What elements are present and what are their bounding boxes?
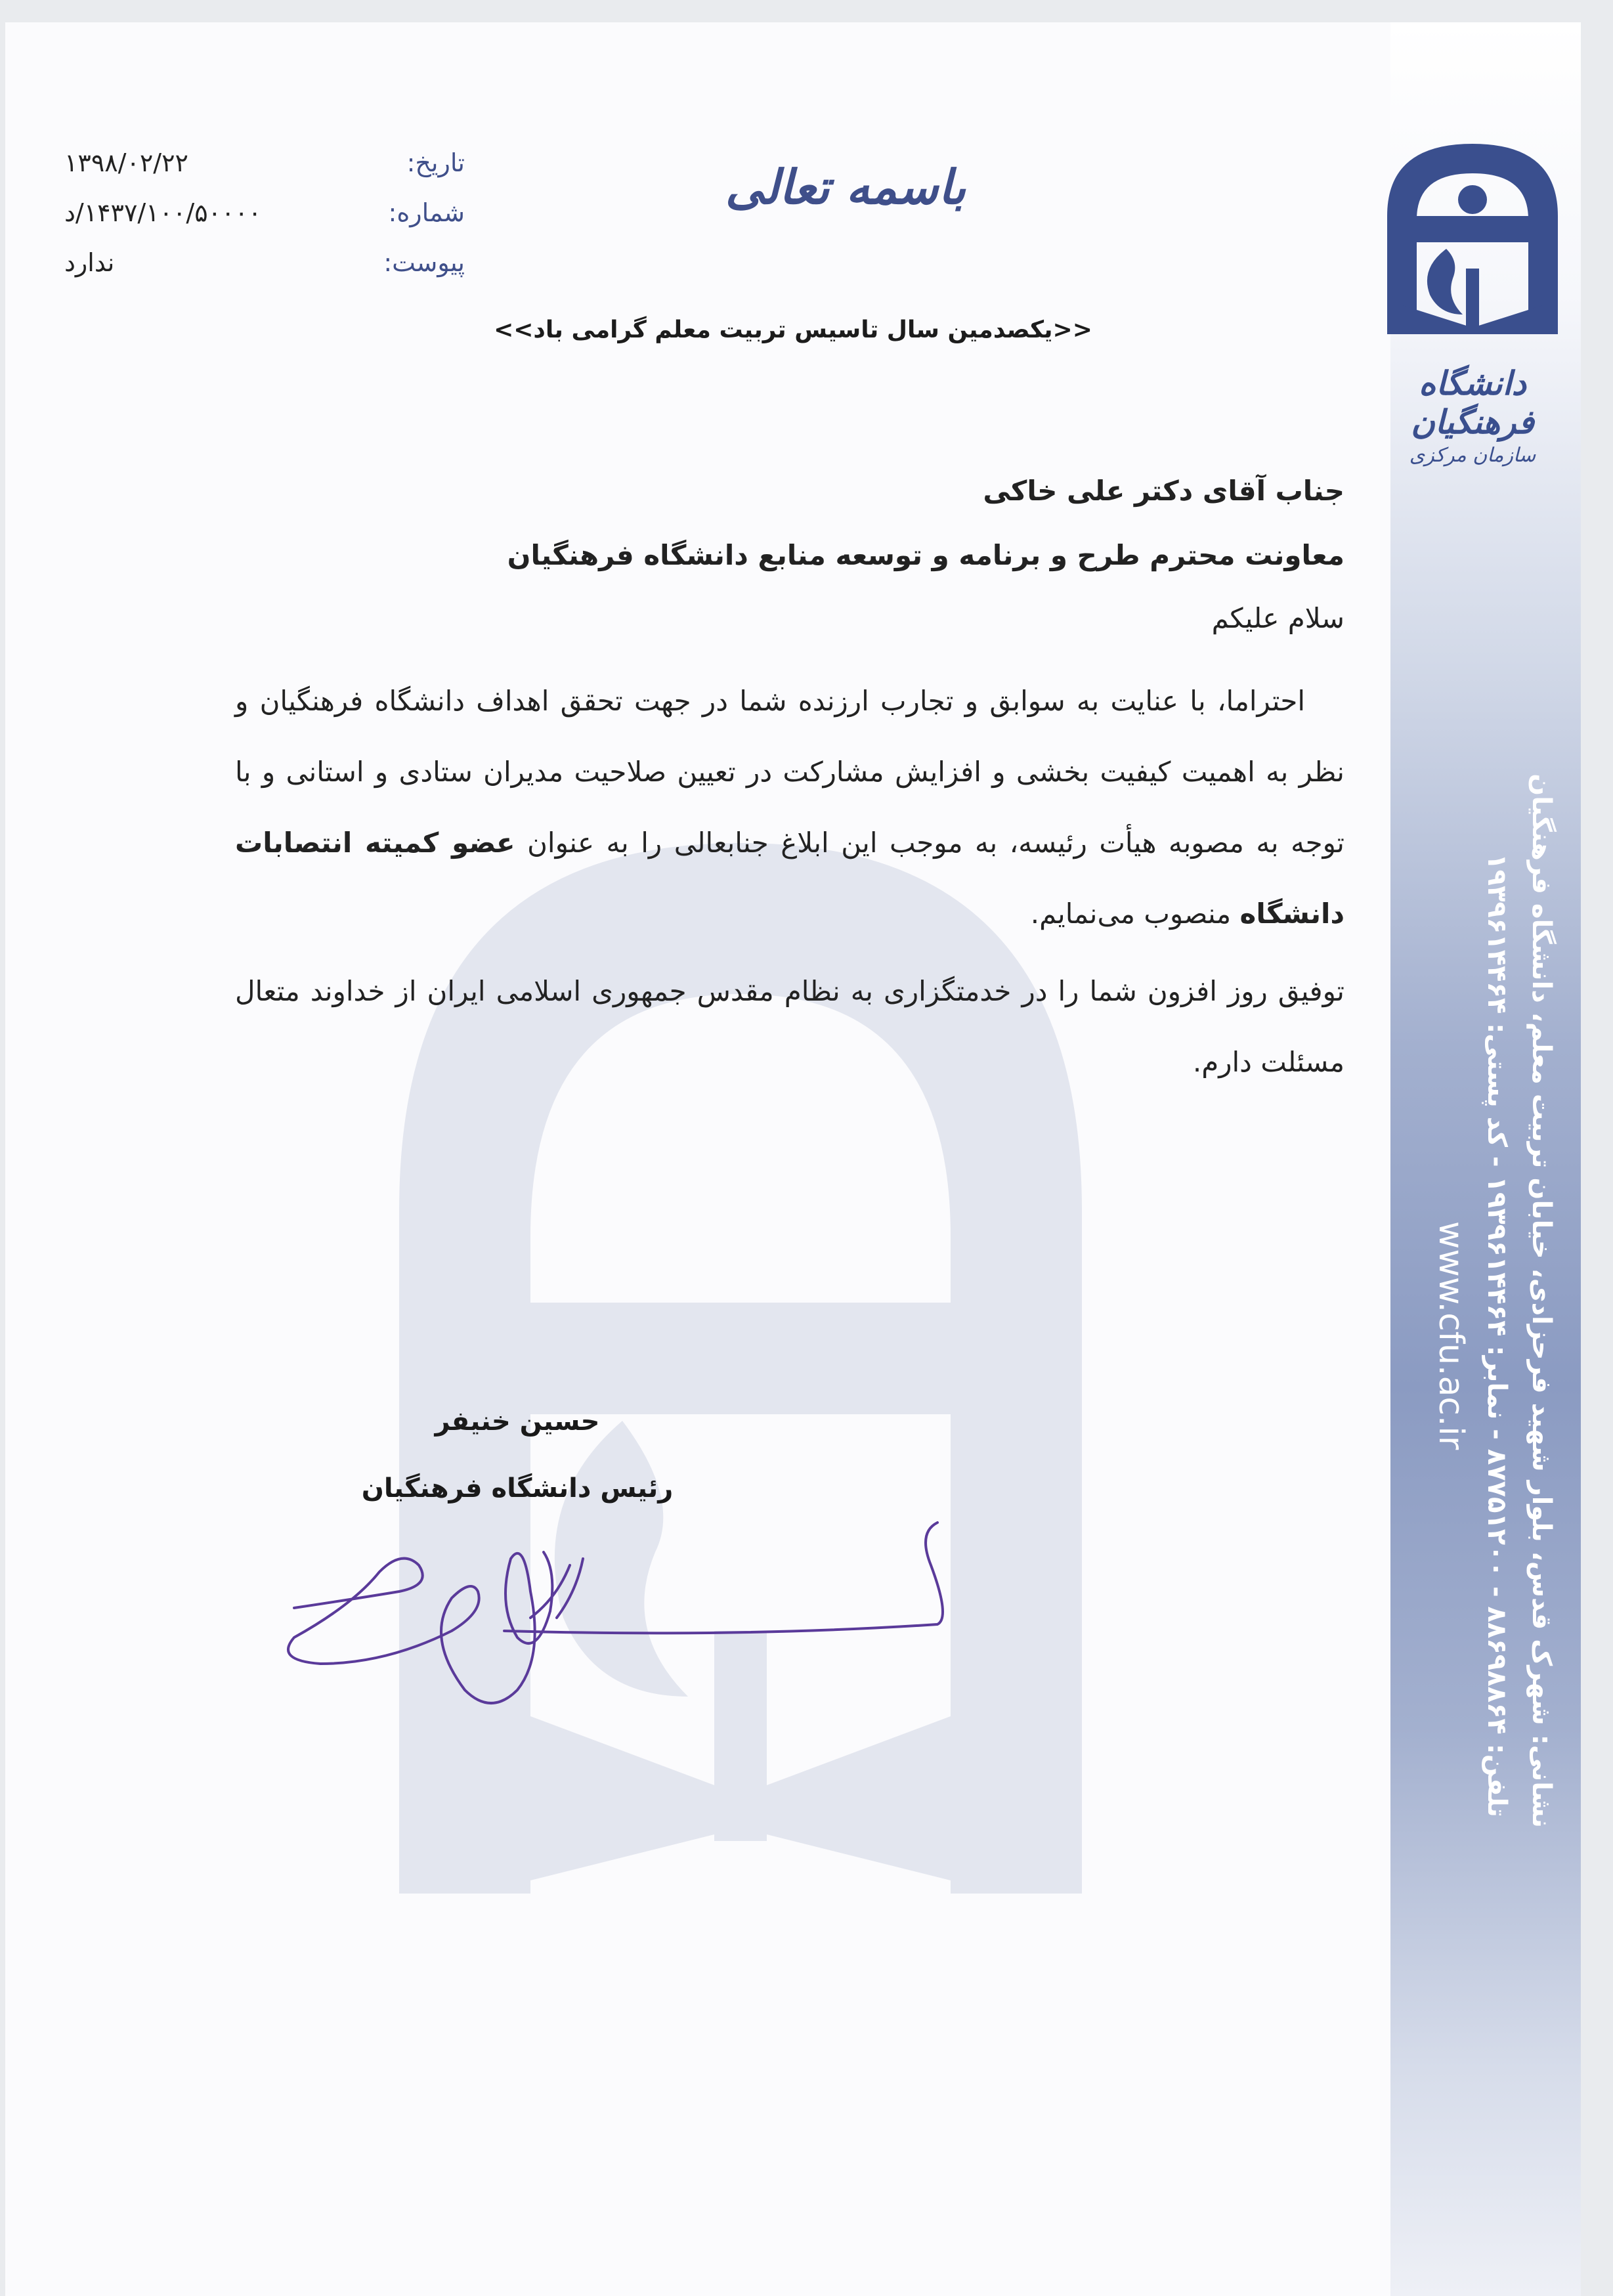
signatory-title: رئیس دانشگاه فرهنگیان (361, 1473, 674, 1504)
logo-caption (1374, 364, 1571, 467)
body-text-start: احتراما، با عنایت به سوابق و تجارب ارزنده شما در جهت تحقق اهداف دانشگاه فرهنگیان و نظر به اهمیت کیفیت بخشی و افزایش مشارکت در تعیین صلاحیت مدیران ستادی و استانی و با توجه به مصوبه هیأت رئیسه، به موجب این ابلاغ جنابعالی را به عنوان (235, 685, 1344, 859)
closing-paragraph: توفیق روز افزون شما را در خدمتگزاری به نظام مقدس جمهوری اسلامی ایران از خداوند متعال مسئلت دارم. (235, 975, 1344, 1078)
attachment-label: پیوست: (383, 248, 465, 277)
recipient-name: جناب آقای دکتر علی خاکی (983, 475, 1344, 507)
side-contact-text (1427, 773, 1564, 1828)
letter-body (235, 456, 1344, 1098)
date-label: تاریخ: (406, 148, 465, 177)
body-paragraph (235, 666, 1344, 949)
handwritten-signature (281, 1493, 970, 1743)
letter-metadata (58, 148, 465, 298)
appointment-role: عضو کمیته انتصابات دانشگاه (235, 827, 1344, 930)
university-logo-icon (1374, 137, 1571, 334)
greeting: سلام علیکم (1211, 602, 1344, 634)
number-row (58, 198, 465, 248)
date-value: ۱۳۹۸/۰۲/۲۲ (64, 148, 188, 177)
recipient-title: معاونت محترم طرح و برنامه و توسعه منابع دانشگاه فرهنگیان (507, 539, 1344, 571)
body-text-end: منصوب می‌نمایم. (1030, 898, 1232, 930)
invocation: باسمه تعالی (725, 159, 966, 215)
address-line: نشانی: شهرک قدس، بلوار شهید فرحزادی، خیابان تربیت معلم، دانشگاه فرهنگیان (1526, 773, 1557, 1828)
number-value: ۱۴۳۷/۱۰۰/۵۰۰۰۰/د (64, 198, 262, 227)
date-row (58, 148, 465, 198)
sub-organization: سازمان مرکزی (1409, 444, 1536, 467)
attachment-value: ندارد (64, 248, 115, 277)
website-url: www.cfu.ac.ir (1431, 1221, 1471, 1450)
side-contact-info (1423, 773, 1568, 1828)
signatory-name: حسین خنیفر (435, 1406, 600, 1437)
attachment-row (58, 248, 465, 298)
centenary-slogan: <<یکصدمین سال تاسیس تربیت معلم گرامی باد>> (494, 316, 1092, 343)
number-label: شماره: (388, 198, 465, 227)
letter-page (5, 22, 1581, 2296)
phone-line: تلفن: ۸۸۶۹۸۸۶۴ - ۸۷۷۵۱۲۰۰ - نمابر: ۱۹۳۹۶۱۴۴۶۴ - کد پستی: ۱۹۳۹۶۱۴۴۶۴ (1482, 854, 1512, 1817)
university-name: دانشگاه فرهنگیان (1411, 364, 1534, 441)
